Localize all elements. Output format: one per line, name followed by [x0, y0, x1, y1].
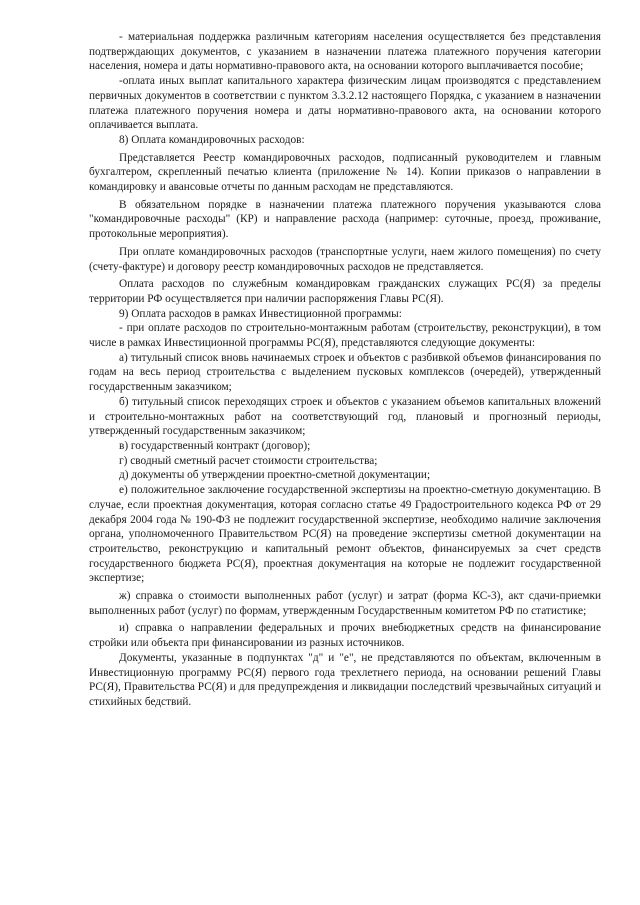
list-item-zh: ж) справка о стоимости выполненных работ (услуг) и затрат (форма КС-3), акт сдачи-приемки выполненных работ (услуг) по формам, утвержденным Государственным комитетом РФ по статистике; — [89, 590, 601, 617]
paragraph-travel-purpose: В обязательном порядке в назначении платежа платежного поручения указываются слова "командировочные расходы" (КР) и направление расхода (например: суточные, проезд, проживание, протокольные мероприятия). — [89, 198, 601, 241]
paragraph-exemptions: Документы, указанные в подпунктах "д" и "е", не представляются по объектам, включенным в Инвестиционную программу РС(Я) первого года трехлетнего периода, на основании решений Главы РС(Я), Правительства РС(Я) и для предупреждения и ликвидации последствий чрезвычайных ситуаций и стихийных бедствий. — [89, 651, 601, 708]
paragraph-capital-payments: -оплата иных выплат капитального характера физическим лицам производятся с представлением первичных документов в соответствии с пунктом 3.3.2.12 настоящего Порядка, с указанием в назначении платежа платежного поручения номера и даты нормативно-правового акта, на основании которого оплачивается выплата. — [89, 75, 601, 132]
list-item-v: в) государственный контракт (договор); — [119, 439, 311, 452]
paragraph-construction-docs: - при оплате расходов по строительно-монтажным работам (строительству, реконструкции), в том числе в рамках Инвестиционной программы РС(Я), представляются следующие документы: — [89, 322, 601, 350]
list-item-g: г) сводный сметный расчет стоимости строительства; — [119, 454, 378, 467]
list-item-a: а) титульный список вновь начинаемых строек и объектов с разбивкой объемов финансирования по годам на весь период строительства с выделением пусковых комплексов (очередей), утвержденный государственным заказчиком; — [89, 351, 601, 394]
section-heading-travel: 8) Оплата командировочных расходов: — [119, 133, 305, 146]
paragraph-travel-registry: Представляется Реестр командировочных расходов, подписанный руководителем и главным бухгалтером, скрепленный печатью клиента (приложение № 14). Копии приказов о направлении в командировку и авансовые отчеты по данным расходам не представляются. — [89, 151, 601, 194]
section-heading-investment: 9) Оплата расходов в рамках Инвестиционной программы: — [119, 307, 402, 320]
paragraph-travel-invoice: При оплате командировочных расходов (транспортные услуги, наем жилого помещения) по счету (счету-фактуре) и договору реестр командировочных расходов не представляется. — [89, 245, 601, 273]
list-item-d: д) документы об утверждении проектно-сметной документации; — [119, 469, 431, 482]
document-body — [89, 30, 601, 710]
list-item-i: и) справка о направлении федеральных и прочих внебюджетных средств на финансирование стройки или объекта при финансировании из разных источников. — [89, 622, 601, 650]
list-item-e: е) положительное заключение государственной экспертизы на проектно-сметную документацию. В случае, если проектная документация, которая согласно статье 49 Градостроительного кодекса РФ от 29 декабря 2004 года № 190-ФЗ не подлежит государственной экспертизе, необходимо наличие заключения органа, уполномоченного Правительством РС(Я) на проведение экспертизы сметной документации на строительство, реконструкцию и капитальный ремонт объектов, финансируемых за счет средств государственного бюджета РС(Я), проектная документация на которые не подлежит государственной экспертизе; — [89, 484, 601, 585]
paragraph-material-support: - материальная поддержка различным категориям населения осуществляется без представления подтверждающих документов, с указанием в назначении платежа платежного поручения категории населения, номера и даты нормативно-правового акта, на основании которого выплачивается пособие; — [89, 31, 601, 73]
paragraph-travel-abroad: Оплата расходов по служебным командировкам гражданских служащих РС(Я) за пределы территории РФ осуществляется при наличии распоряжения Главы РС(Я). — [89, 278, 601, 305]
list-item-b: б) титульный список переходящих строек и объектов с указанием объемов капитальных вложений и строительно-монтажных работ на соответствующий год, плановый и прогнозный периоды, утвержденный государственным заказчиком; — [89, 395, 601, 438]
